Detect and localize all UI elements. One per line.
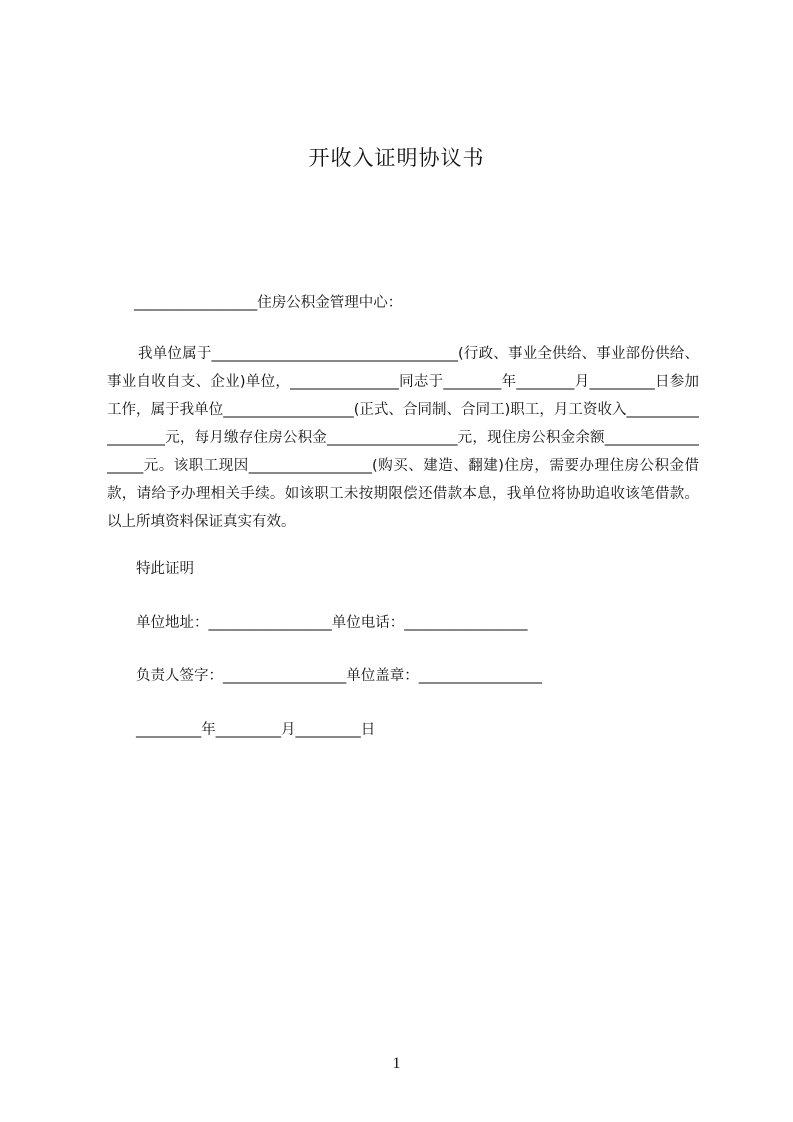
address-phone-line: 单位地址：_________________单位电话：_________________: [136, 615, 528, 631]
addressee-line: _________________住房公积金管理中心：: [134, 295, 403, 311]
page-number: 1: [392, 1055, 401, 1072]
signature-seal-line: 负责人签字：_________________单位盖章：_________________: [136, 668, 542, 684]
body-paragraph: 我单位属于__________________________________(行政、事业全供给、事业部份供给、事业自收自支、企业)单位，_______________同志于________年________月_________日参加工作，属于我单位__________________(正式、合同制、合同工)职工，月工资收入__________________元，每月缴存住房公积金__________________元，现住房公积金余额__________________元。该职工现因_________________(购买、建造、翻建)住房，需要办理住房公积金借款，请给予办理相关手续。如该职工未按期限偿还借款本息，我单位将协助追收该笔借款。以上所填资料保证真实有效。: [107, 346, 699, 530]
date-line: _________年_________月_________日: [136, 722, 376, 738]
document-title: 开收入证明协议书: [308, 146, 485, 170]
certification-text: 特此证明: [136, 561, 194, 577]
